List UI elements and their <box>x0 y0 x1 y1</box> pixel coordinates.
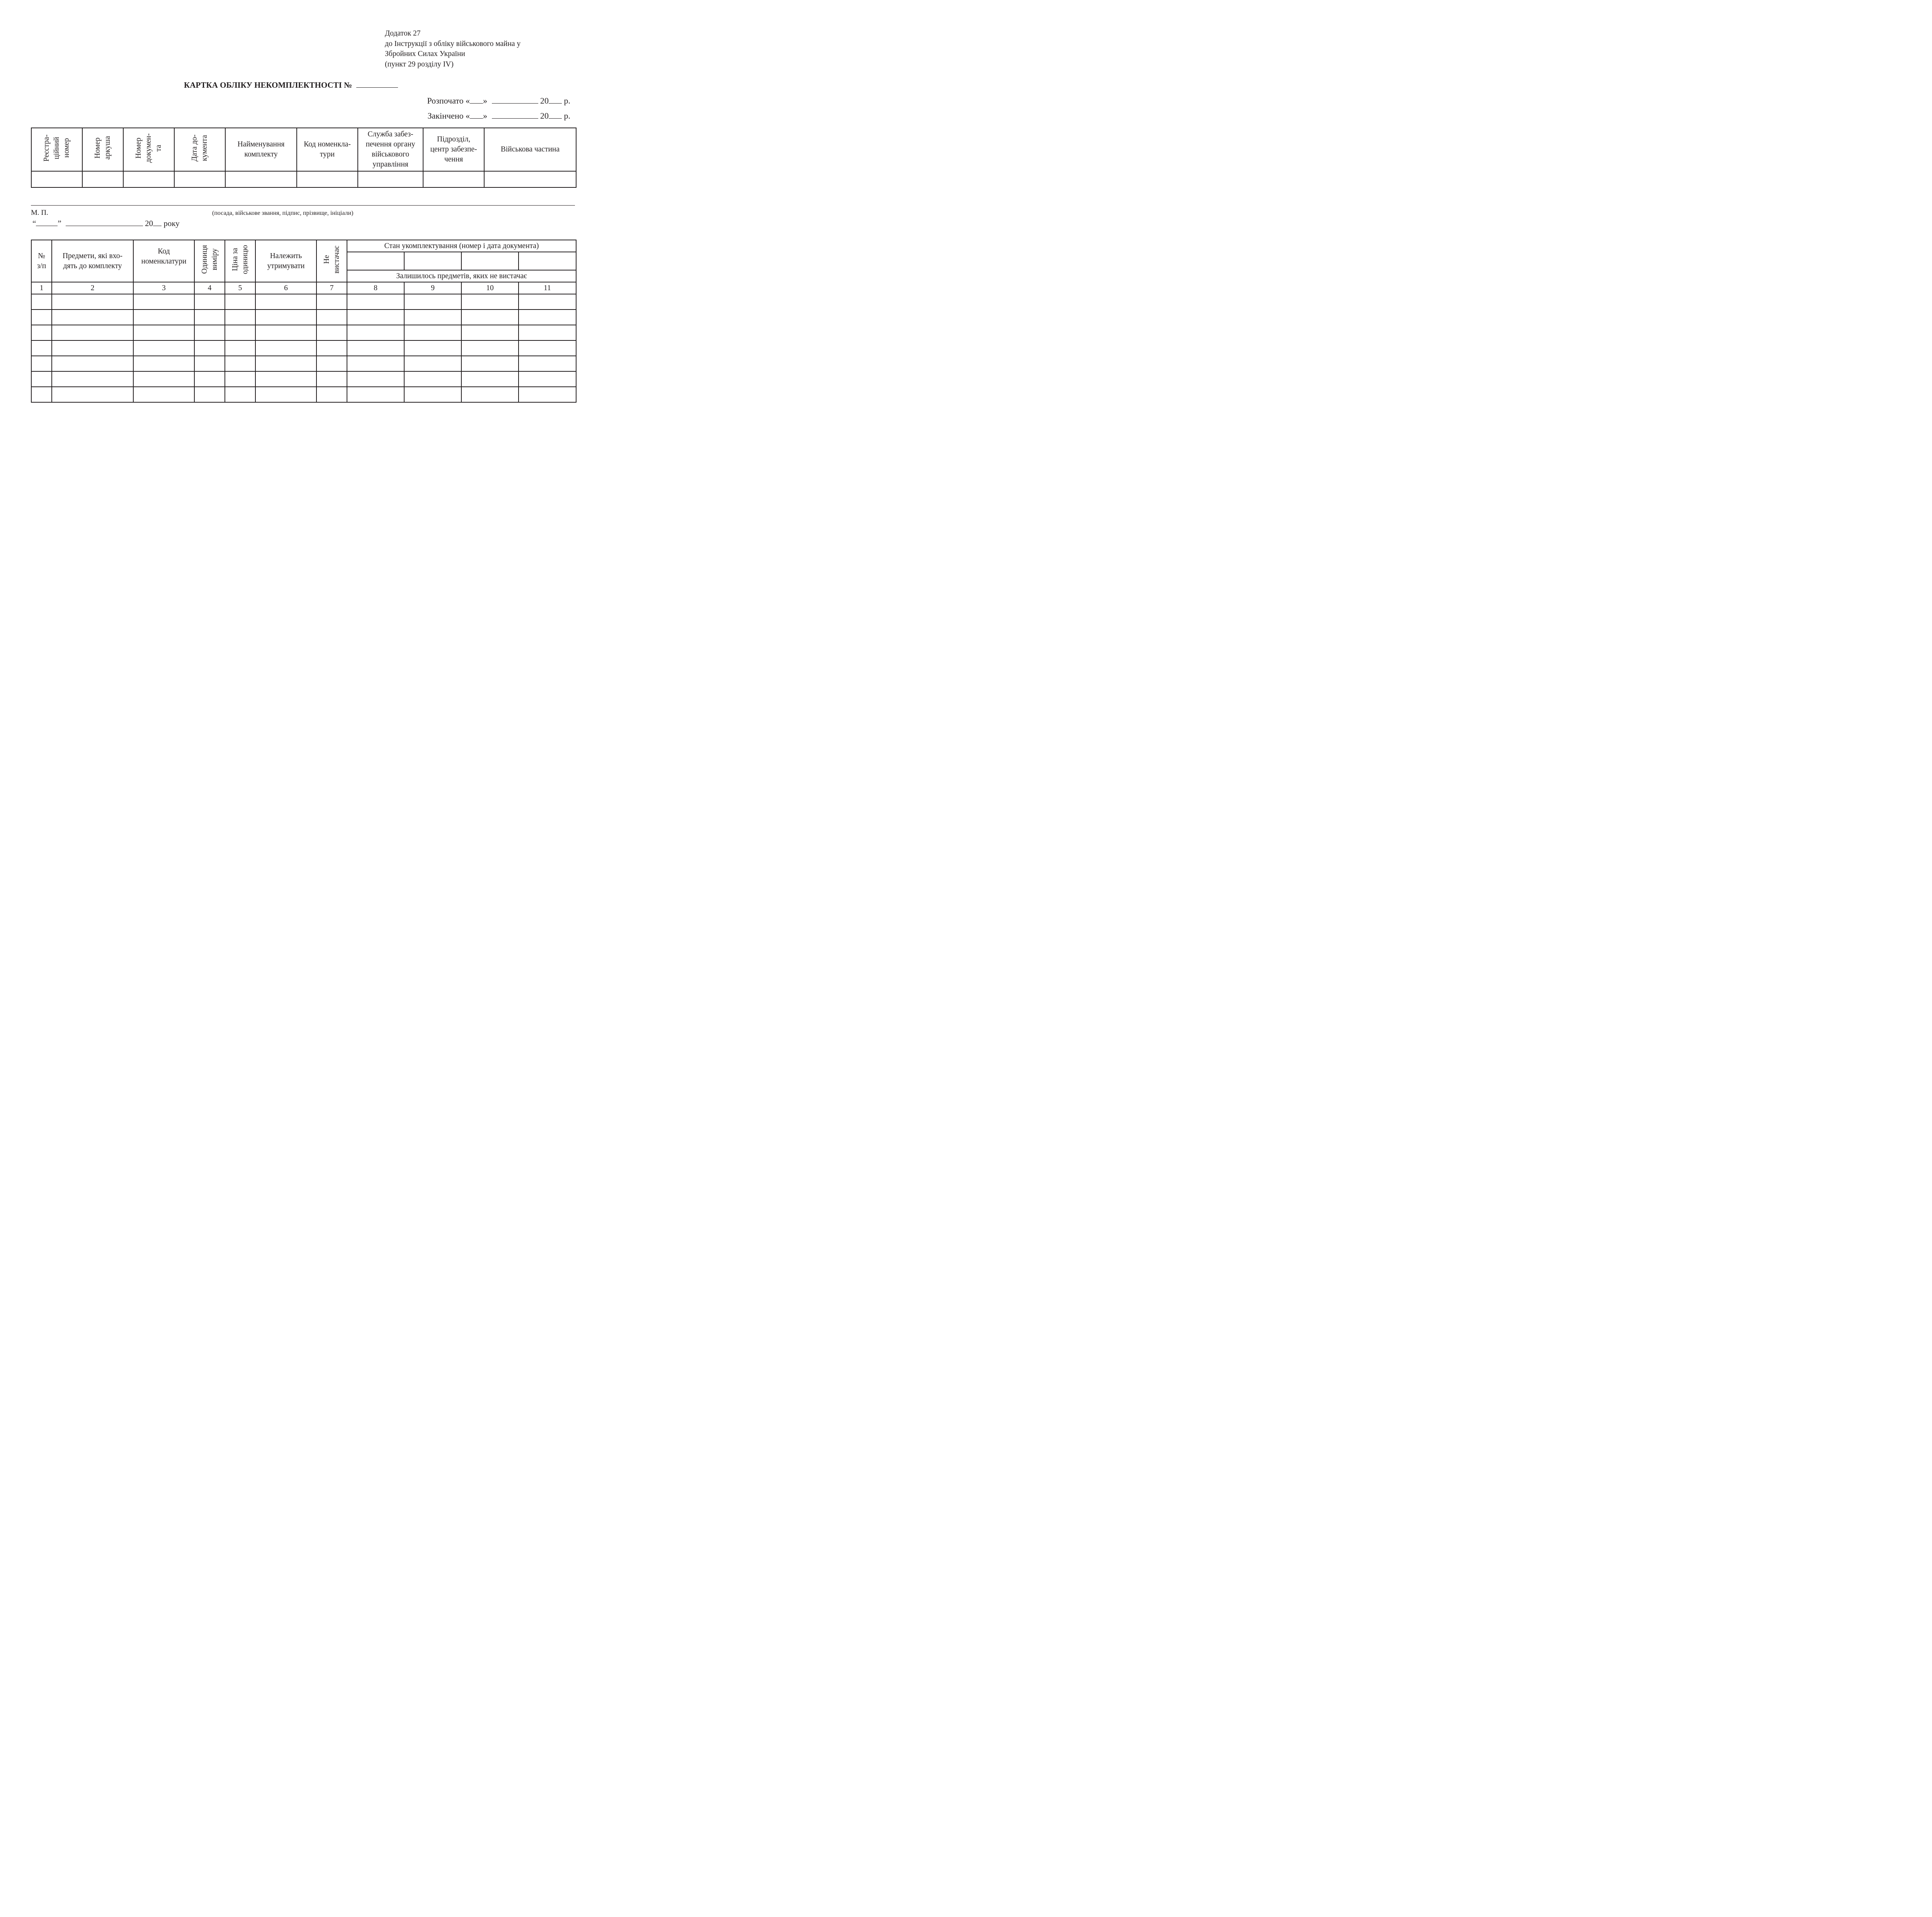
signature-month-field[interactable] <box>66 225 143 226</box>
column-number: 8 <box>347 282 404 294</box>
table-row <box>31 356 576 371</box>
header-text: № з/п <box>37 252 46 270</box>
cell-status-2[interactable] <box>404 356 461 371</box>
annex-line: Додаток 27 <box>385 29 421 37</box>
cell-unit[interactable] <box>194 371 225 387</box>
cell-status-3[interactable] <box>461 340 519 356</box>
cell-code[interactable] <box>133 310 194 325</box>
cell-num[interactable] <box>31 371 52 387</box>
cell-status-4[interactable] <box>519 387 576 402</box>
cell-code[interactable] <box>133 371 194 387</box>
header-should-hold <box>255 240 316 282</box>
column-number: 6 <box>255 282 316 294</box>
cell-unit[interactable] <box>194 310 225 325</box>
cell-status-2[interactable] <box>404 371 461 387</box>
cell-status-2[interactable] <box>404 294 461 310</box>
header-text: Залишилось предметів, яких не вистачає <box>396 272 527 280</box>
cell-status-1[interactable] <box>347 310 404 325</box>
cell-unit[interactable] <box>194 325 225 340</box>
cell-price[interactable] <box>225 371 255 387</box>
cell-item[interactable] <box>52 310 133 325</box>
header-kit-name <box>225 128 297 171</box>
header-unit <box>194 240 225 282</box>
cell-missing[interactable] <box>316 371 347 387</box>
column-number: 5 <box>225 282 255 294</box>
cell-status-3[interactable] <box>461 294 519 310</box>
cell-missing[interactable] <box>316 310 347 325</box>
cell-status-3[interactable] <box>461 387 519 402</box>
cell-status-4[interactable] <box>519 340 576 356</box>
incompleteness-table <box>31 240 577 403</box>
finished-suffix: р. <box>564 111 570 121</box>
signature-date-line <box>32 219 180 228</box>
cell-subdivision[interactable] <box>423 171 484 187</box>
cell-code[interactable] <box>133 340 194 356</box>
signature-year-field[interactable] <box>153 225 162 226</box>
header-military-unit <box>484 128 576 171</box>
cell-status-4[interactable] <box>519 294 576 310</box>
cell-num[interactable] <box>31 356 52 371</box>
cell-missing[interactable] <box>316 340 347 356</box>
header-text: Стан укомплектування (номер і дата документа) <box>384 242 539 250</box>
header-missing <box>316 240 347 282</box>
cell-status-3[interactable] <box>461 371 519 387</box>
column-number: 10 <box>461 282 519 294</box>
started-month-field[interactable] <box>492 103 538 104</box>
header-text: Служба забез- печення органу військового управління <box>366 130 415 168</box>
header-text: Одиниця виміру <box>200 245 219 274</box>
kit-table-header-row <box>31 128 576 171</box>
header-supply-service <box>358 128 423 171</box>
header-text: Номер аркуша <box>94 136 112 160</box>
cell-missing[interactable] <box>316 356 347 371</box>
started-suffix: р. <box>564 96 570 105</box>
cell-price[interactable] <box>225 310 255 325</box>
annex-line: (пункт 29 розділу IV) <box>385 60 454 68</box>
cell-registration-number[interactable] <box>31 171 82 187</box>
cell-unit[interactable] <box>194 387 225 402</box>
header-nomenclature-code <box>297 128 358 171</box>
column-number: 9 <box>404 282 461 294</box>
finished-year-field[interactable] <box>549 118 562 119</box>
cell-item[interactable] <box>52 356 133 371</box>
header-text: Предмети, які вхо- дять до комплекту <box>62 252 123 270</box>
column-numbers-row <box>31 282 576 294</box>
cell-unit[interactable] <box>194 340 225 356</box>
cell-unit[interactable] <box>194 294 225 310</box>
header-text: Ціна за одиницю <box>231 245 249 274</box>
column-number: 11 <box>519 282 576 294</box>
header-document-number <box>123 128 174 171</box>
cell-num[interactable] <box>31 387 52 402</box>
cell-status-1[interactable] <box>347 371 404 387</box>
cell-military-unit[interactable] <box>484 171 576 187</box>
header-document-date <box>174 128 225 171</box>
header-sheet-number <box>82 128 123 171</box>
cell-item[interactable] <box>52 387 133 402</box>
header-registration-number <box>31 128 82 171</box>
cell-missing[interactable] <box>316 387 347 402</box>
cell-item[interactable] <box>52 340 133 356</box>
signature-year-suffix: року <box>163 219 180 228</box>
header-text: Код номенклатури <box>141 247 187 265</box>
kit-info-table <box>31 128 577 188</box>
cell-document-date[interactable] <box>174 171 225 187</box>
quote-open: “ <box>32 219 36 228</box>
cell-price[interactable] <box>225 340 255 356</box>
cell-should-hold[interactable] <box>255 340 316 356</box>
annex-line: до Інструкції з обліку військового майна у <box>385 39 521 48</box>
cell-status-1[interactable] <box>347 387 404 402</box>
header-text: Реєстра- ційний номер <box>43 134 71 162</box>
cell-status-1[interactable] <box>347 294 404 310</box>
table-row <box>31 294 576 310</box>
form-title-text: КАРТКА ОБЛІКУ НЕКОМПЛЕКТНОСТІ № <box>184 80 352 90</box>
header-row-1 <box>31 240 576 252</box>
header-completion-status <box>347 240 576 252</box>
header-number <box>31 240 52 282</box>
cell-status-4[interactable] <box>519 325 576 340</box>
header-text: Військова частина <box>500 145 560 153</box>
status-doc-cell[interactable] <box>461 252 519 270</box>
cell-status-2[interactable] <box>404 387 461 402</box>
cell-num[interactable] <box>31 294 52 310</box>
cell-should-hold[interactable] <box>255 310 316 325</box>
header-items <box>52 240 133 282</box>
cell-sheet-number[interactable] <box>82 171 123 187</box>
header-price <box>225 240 255 282</box>
cell-status-4[interactable] <box>519 371 576 387</box>
cell-status-2[interactable] <box>404 310 461 325</box>
cell-should-hold[interactable] <box>255 325 316 340</box>
annex-note <box>385 29 520 70</box>
cell-status-3[interactable] <box>461 310 519 325</box>
header-text: Належить утримувати <box>267 252 305 270</box>
table-row <box>31 371 576 387</box>
signature-day-field[interactable] <box>36 225 58 226</box>
cell-missing[interactable] <box>316 294 347 310</box>
cell-should-hold[interactable] <box>255 387 316 402</box>
finished-date-line <box>428 111 570 121</box>
finished-year-prefix: 20 <box>540 111 549 121</box>
cell-unit[interactable] <box>194 356 225 371</box>
cell-item[interactable] <box>52 325 133 340</box>
finished-day-field[interactable] <box>470 118 483 119</box>
signature-caption: (посада, військове звання, підпис, прізвище, ініціали) <box>212 210 354 216</box>
started-year-field[interactable] <box>549 103 562 104</box>
cell-should-hold[interactable] <box>255 371 316 387</box>
cell-price[interactable] <box>225 325 255 340</box>
stamp-placeholder: М. П. <box>31 209 48 217</box>
column-number: 3 <box>133 282 194 294</box>
signature-line[interactable] <box>31 205 575 206</box>
cell-kit-name[interactable] <box>225 171 297 187</box>
cell-item[interactable] <box>52 294 133 310</box>
table-row <box>31 387 576 402</box>
header-text: Підрозділ, центр забезпе- чення <box>430 135 477 163</box>
header-remaining <box>347 270 576 282</box>
cell-num[interactable] <box>31 310 52 325</box>
finished-month-field[interactable] <box>492 118 538 119</box>
header-subdivision <box>423 128 484 171</box>
cell-item[interactable] <box>52 371 133 387</box>
started-label: Розпочато « <box>427 96 470 105</box>
cell-code[interactable] <box>133 325 194 340</box>
column-number: 7 <box>316 282 347 294</box>
table-row <box>31 340 576 356</box>
cell-num[interactable] <box>31 325 52 340</box>
table-row <box>31 325 576 340</box>
finished-label: Закінчено « <box>427 111 470 121</box>
card-number-field[interactable] <box>356 87 398 88</box>
cell-status-1[interactable] <box>347 340 404 356</box>
header-text: Номер докумен- та <box>134 133 163 163</box>
cell-price[interactable] <box>225 294 255 310</box>
started-date-line <box>427 96 570 106</box>
table-row <box>31 310 576 325</box>
cell-document-number[interactable] <box>123 171 174 187</box>
header-text: Найменування комплекту <box>237 140 285 158</box>
header-text: Дата до- кумента <box>190 134 209 162</box>
status-doc-cell[interactable] <box>404 252 461 270</box>
header-code <box>133 240 194 282</box>
cell-status-1[interactable] <box>347 325 404 340</box>
header-text: Не вистачає <box>322 245 341 274</box>
annex-line: Збройних Силах України <box>385 50 465 58</box>
status-doc-cell[interactable] <box>347 252 404 270</box>
cell-price[interactable] <box>225 356 255 371</box>
header-text: Код номенкла- тури <box>304 140 351 158</box>
cell-price[interactable] <box>225 387 255 402</box>
cell-status-3[interactable] <box>461 325 519 340</box>
cell-status-4[interactable] <box>519 356 576 371</box>
form-title <box>184 80 398 90</box>
incompleteness-table-body <box>31 294 576 402</box>
cell-num[interactable] <box>31 340 52 356</box>
quote-close: » <box>483 96 487 105</box>
signature-year-prefix: 20 <box>145 219 153 228</box>
started-year-prefix: 20 <box>540 96 549 105</box>
cell-code[interactable] <box>133 294 194 310</box>
quote-close: » <box>483 111 487 121</box>
cell-should-hold[interactable] <box>255 294 316 310</box>
cell-code[interactable] <box>133 387 194 402</box>
table-row <box>31 171 576 187</box>
cell-status-1[interactable] <box>347 356 404 371</box>
cell-status-2[interactable] <box>404 325 461 340</box>
cell-missing[interactable] <box>316 325 347 340</box>
quote-close: ” <box>58 219 61 228</box>
cell-supply-service[interactable] <box>358 171 423 187</box>
started-day-field[interactable] <box>470 103 483 104</box>
column-number: 1 <box>31 282 52 294</box>
cell-status-2[interactable] <box>404 340 461 356</box>
status-doc-cell[interactable] <box>519 252 576 270</box>
cell-status-3[interactable] <box>461 356 519 371</box>
column-number: 4 <box>194 282 225 294</box>
cell-nomenclature-code[interactable] <box>297 171 358 187</box>
cell-code[interactable] <box>133 356 194 371</box>
cell-should-hold[interactable] <box>255 356 316 371</box>
column-number: 2 <box>52 282 133 294</box>
cell-status-4[interactable] <box>519 310 576 325</box>
